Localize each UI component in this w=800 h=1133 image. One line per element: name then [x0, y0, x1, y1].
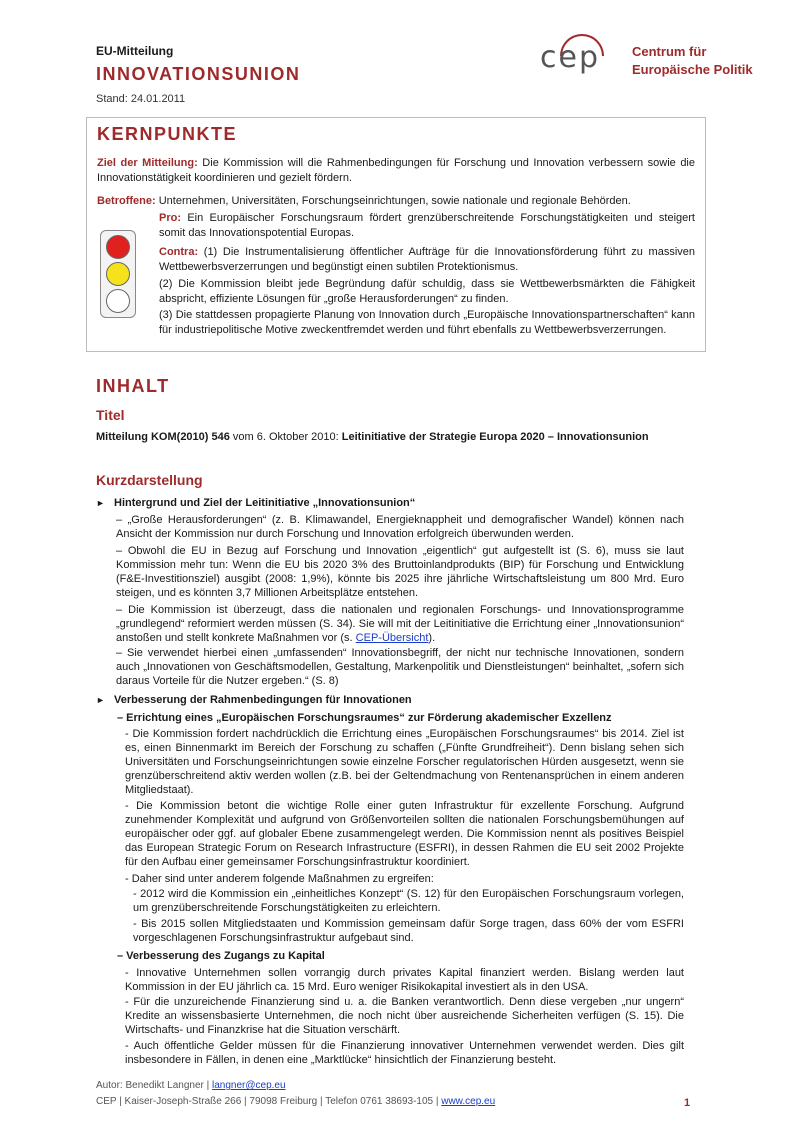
pro-text: Ein Europäischer Forschungsraum fördert grenzüberschreitende Forschungstätigkeiten und steigert somit das Innovationspotential Europas. [159, 212, 695, 239]
page-number: 1 [684, 1097, 691, 1109]
footer-address-text: CEP | Kaiser-Joseph-Straße 266 | 79098 Freiburg | Telefon 0761 38693-105 | [96, 1096, 442, 1107]
bullet-2-text: Verbesserung der Rahmenbedingungen für Innovationen [114, 694, 412, 706]
bullet-1-item-2: – Obwohl die EU in Bezug auf Forschung und Innovation „eigentlich“ gut aufgestellt ist (S. 6), muss sie laut Kommission mehr tun: Wenn die EU bis 2020 3% des Bruttoinlandprodukts (BIP) für Forschung und Entwicklung (F&E-Investitionsziel) ausgibt (2008: 1,9%), könnte bis 2025 ihre jährliche Wirtschaftsleistung um 800 Mrd. Euro steigen, und es könnten 3,7 Millionen Arbeitsplätze entstehen. [116, 545, 684, 599]
sub-2-item-1: - Innovative Unternehmen sollen vorrangig durch privates Kapital finanziert werden. Bislang werden laut Kommission in der EU jährlich ca. 15 Mrd. Euro weniger Risikokapital investiert als in den USA. [125, 967, 684, 993]
titel-text [96, 430, 681, 444]
white-lamp-icon [106, 289, 130, 313]
sub-2-item-2: - Für die unzureichende Finanzierung sind u. a. die Banken verantwortlich. Denn diese vergeben „nur ungern“ Kredite an wissensbasierte Unternehmen, die noch nicht über ausreichende Sicherheiten verfügen (S. 15). Die Wirtschafts- und Finanzkrise hat die Situation verschärft. [125, 996, 684, 1036]
contra-paragraph-3: (3) Die stattdessen propagierte Planung von Innovation durch „Europäische Innovationspartnerschaften“ kann für industriepolitische Motive zweckentfremdet werden und führt ebenfalls zu Wettbewerbsverzerrungen. [159, 309, 695, 336]
bullet-1-heading [96, 497, 415, 509]
bullet-1-item-3-end: ). [428, 632, 436, 644]
logo-line-2: Europäische Politik [632, 62, 753, 77]
bullet-2-heading [96, 694, 412, 706]
contra-paragraph-2: (2) Die Kommission bleibt jede Begründung dafür schuldig, dass sie Wettbewerbsmärkten die Fähigkeit abspricht, effiziente Lösungen für „große Herausforderungen“ zu finden. [159, 278, 695, 305]
author-email-link[interactable]: langner@cep.eu [212, 1080, 286, 1091]
betroffene-paragraph [97, 194, 695, 209]
bullet-1-item-3-text: – Die Kommission ist überzeugt, dass die nationalen und regionalen Forschungs- und Innovationsprogramme „grundlegend“ reformiert werden müssen (S. 34). Sie will mit der Leitinitiative die Errichtung einer „Innovationsunion“ anstoßen und stellt konkrete Maßnahmen vor (s. [116, 604, 684, 644]
contra-paragraph-1 [159, 245, 695, 275]
betroffene-text: Unternehmen, Universitäten, Forschungseinrichtungen, sowie nationale und regionale Behörden. [155, 195, 631, 207]
titel-bold-1: Mitteilung KOM(2010) 546 [96, 431, 230, 443]
traffic-light-icon [100, 230, 136, 318]
ziel-paragraph [97, 156, 695, 186]
logo-text [632, 43, 753, 79]
sub-1-item-3a: - 2012 wird die Kommission ein „einheitliches Konzept“ (S. 12) für den Europäischen Forschungsraum vorlegen, um grenzüberschreitende Forschungstätigkeiten zu erleichtern. [133, 888, 684, 914]
ziel-label: Ziel der Mitteilung: [97, 157, 198, 169]
sub-1-item-3: - Daher sind unter anderem folgende Maßnahmen zu ergreifen: [125, 873, 434, 885]
footer-author-text: Autor: Benedikt Langner | [96, 1080, 213, 1091]
cep-overview-link[interactable]: CEP-Übersicht [355, 632, 429, 644]
sub-1-item-2: - Die Kommission betont die wichtige Rolle einer guten Infrastruktur für exzellente Forschung. Aufgrund zunehmender Komplexität und aufgrund von Größenvorteilen sollten die nationalen Forschungsbemühungen auf europäischer oder ggf. auf globaler Ebene zusammengelegt werden. Die Kommission nennt als positives Beispiel das European Strategic Forum on Research Infrastructure (ESFRI), in dessen Rahmen die EU seit 2002 Projekte für den Aufbau einer gemeinsamer Forschungsinfrastruktur koordiniert. [125, 800, 684, 868]
yellow-lamp-icon [106, 262, 130, 286]
bullet-1-text: Hintergrund und Ziel der Leitinitiative „Innovationsunion“ [114, 497, 416, 509]
bullet-1-item-4: – Sie verwendet hierbei einen „umfassenden“ Innovationsbegriff, der nicht nur technische Innovationen, sondern auch „Innovationen von Geschäftsmodellen, Gestaltung, Markenpolitik und Dienstleistungen“ beinhaltet, „sofern sich daraus Vorteile für die Nutzer ergeben.“ (S. 8) [116, 647, 684, 687]
footer-address [96, 1096, 495, 1107]
pro-label: Pro: [159, 212, 181, 224]
betroffene-label: Betroffene: [97, 195, 156, 207]
pro-paragraph [159, 211, 695, 241]
sub-2-item-3: - Auch öffentliche Gelder müssen für die Finanzierung innovativer Unternehmen verwendet werden. Dies gilt insbesondere in Fällen, in denen eine „Marktlücke“ hinsichtlich der Finanzierung besteht. [125, 1040, 684, 1066]
logo-line-1: Centrum für [632, 44, 707, 59]
doc-title: INNOVATIONSUNION [96, 64, 301, 84]
arrow-right-icon: ► [96, 498, 105, 508]
arrow-right-icon: ► [96, 695, 105, 705]
kernpunkte-box [86, 117, 706, 352]
cep-logo [540, 40, 760, 84]
doc-date: Stand: 24.01.2011 [96, 93, 186, 105]
titel-bold-2: Leitinitiative der Strategie Europa 2020 – Innovationsunion [341, 431, 649, 443]
sub-1-item-1: - Die Kommission fordert nachdrücklich die Errichtung eines „Europäischen Forschungsraumes“ bis 2014. Ziel ist es, einen Binnenmarkt im Bereich der Forschung zu schaffen („Fünfte Grundfreiheit“). Denn bislang sehen sich Universitäten und Forschungseinrichtungen sowie einzelne Forscher regulatorischen Hürden ausgesetzt, wenn sie grenzüberschreitend aktiv werden wollen (z.B. bei der Geltendmachung von Rentenansprüchen in einem anderen Mitgliedstaat). [125, 728, 684, 796]
red-lamp-icon [106, 235, 130, 259]
website-link[interactable]: www.cep.eu [441, 1096, 496, 1107]
titel-heading: Titel [96, 407, 125, 423]
sub-1-heading: – Errichtung eines „Europäischen Forschungsraumes“ zur Förderung akademischer Exzellenz [117, 712, 612, 724]
inhalt-title: INHALT [96, 376, 170, 396]
ziel-text: Die Kommission will die Rahmenbedingungen für Forschung und Innovation verbessern sowie die Innovationstätigkeit koordinieren und gezielt fördern. [97, 157, 695, 184]
kernpunkte-title: KERNPUNKTE [97, 124, 238, 144]
bullet-1-item-3 [116, 603, 684, 645]
titel-mid: vom 6. Oktober 2010: [229, 431, 342, 443]
contra-text-1: (1) Die Instrumentalisierung öffentlicher Aufträge für die Innovationsförderung führt zu massiven Wettbewerbsverzerrungen und begünstigt einen subtilen Protektionismus. [159, 246, 695, 273]
doc-kicker: EU-Mitteilung [96, 44, 174, 58]
kurzdarstellung-heading: Kurzdarstellung [96, 472, 203, 488]
footer-author [96, 1080, 286, 1091]
logo-word: cep [540, 40, 600, 75]
sub-1-item-3b: - Bis 2015 sollen Mitgliedstaaten und Kommission gemeinsam dafür Sorge tragen, dass 60% der vom ESFRI vorgeschlagenen Forschungsinfrastruktur aufgebaut sind. [133, 918, 684, 944]
bullet-1-item-1: – „Große Herausforderungen“ (z. B. Klimawandel, Energieknappheit und demografischer Wandel) können nach Ansicht der Kommission nur durch Forschung und Innovation erfolgreich überwunden werden. [116, 514, 684, 540]
sub-2-heading: – Verbesserung des Zugangs zu Kapital [117, 950, 325, 962]
contra-label: Contra: [159, 246, 199, 258]
